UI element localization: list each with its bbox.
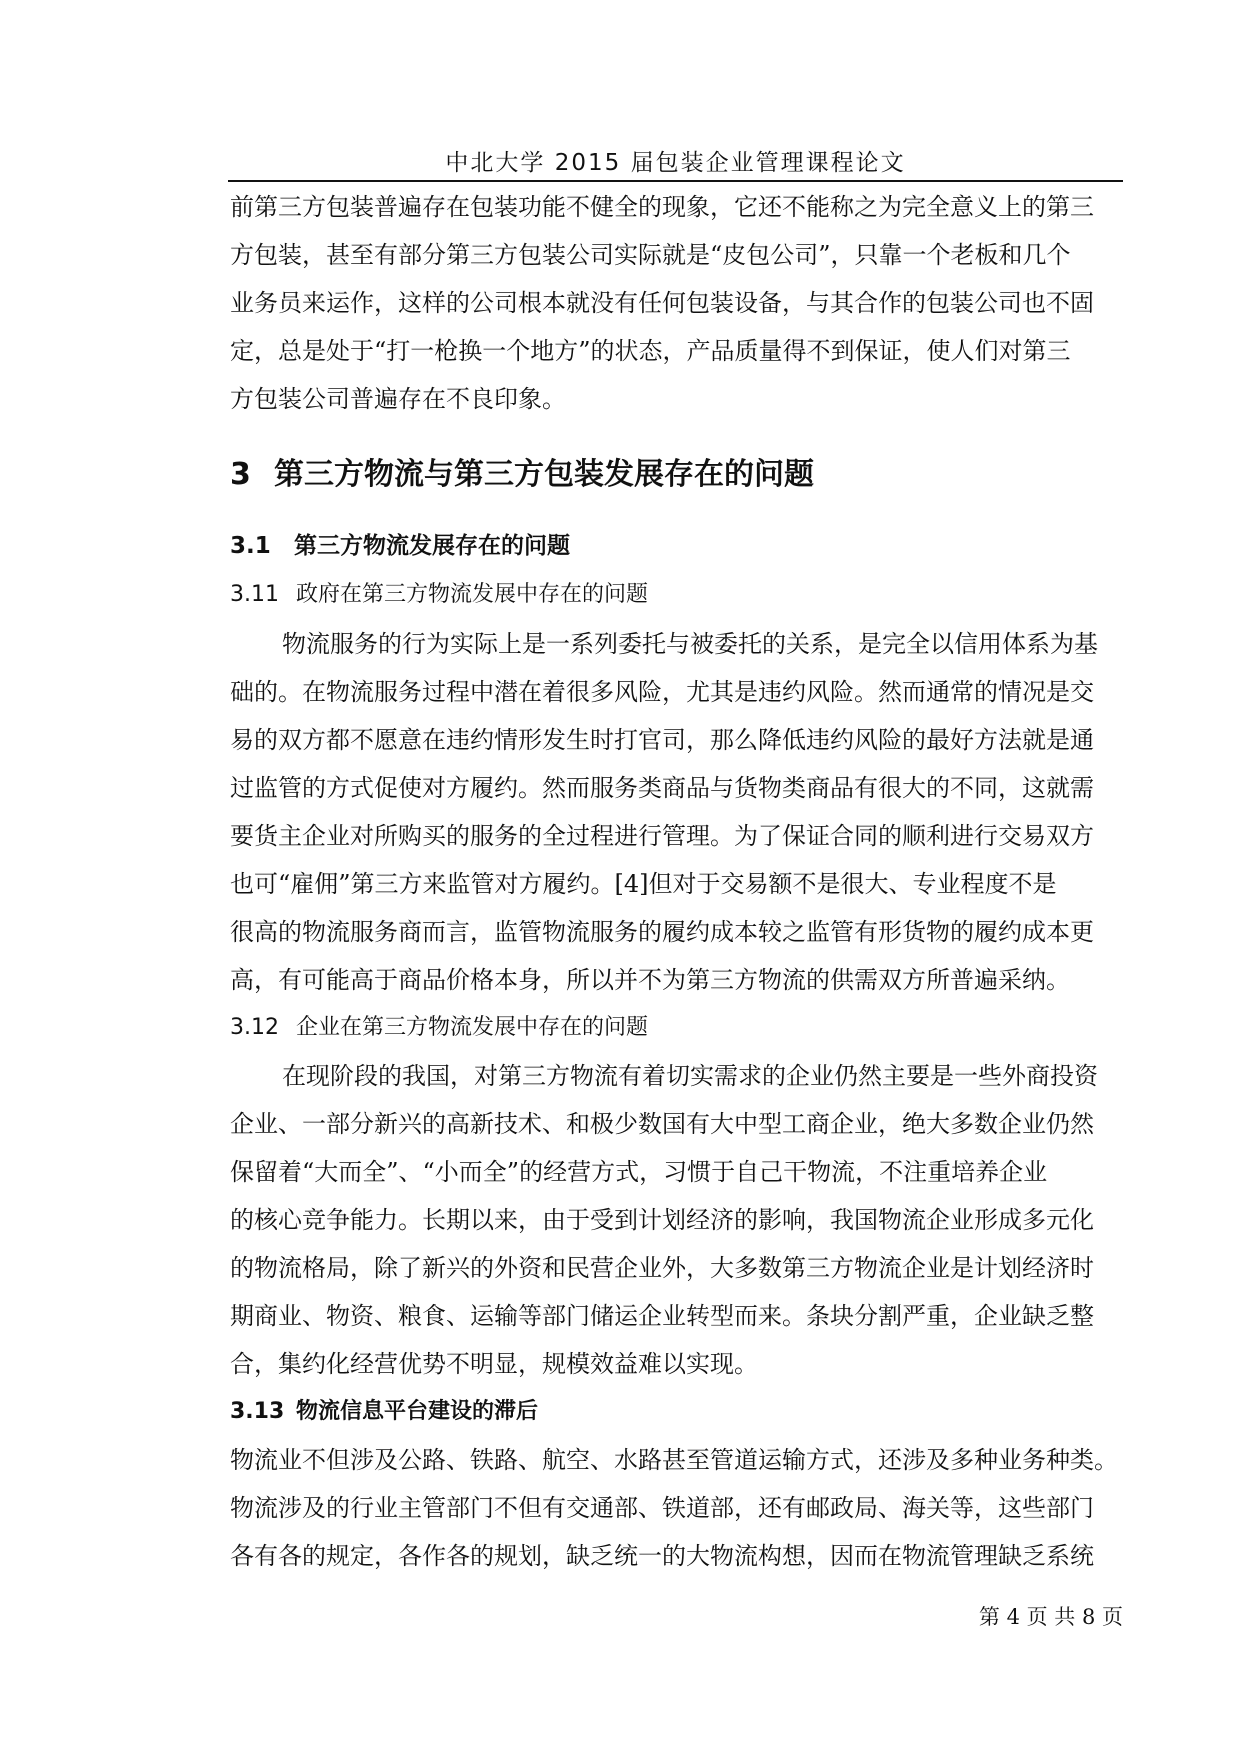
section-3-1-title: 第三方物流发展存在的问题 — [294, 533, 570, 559]
intro-line-2: 方包装，甚至有部分第三方包装公司实际就是“皮包公司”，只靠一个老板和几个 — [230, 241, 1071, 269]
section-3-number: 3 — [230, 457, 251, 492]
section-3-11-line-2: 础的。在物流服务过程中潜在着很多风险，尤其是违约风险。然而通常的情况是交 — [230, 678, 1094, 706]
section-3-13-line-3: 各有各的规定，各作各的规划，缺乏统一的大物流构想，因而在物流管理缺乏系统 — [230, 1542, 1094, 1570]
section-3-12-line-2: 企业、一部分新兴的高新技术、和极少数国有大中型工商企业，绝大多数企业仍然 — [230, 1110, 1094, 1138]
section-3-11-line-6: 也可“雇佣”第三方来监管对方履约。[4]但对于交易额不是很大、专业程度不是 — [230, 870, 1057, 898]
section-3-12-number: 3.12 — [230, 1015, 279, 1040]
section-3-11-title: 政府在第三方物流发展中存在的问题 — [296, 582, 649, 607]
section-3-13-title: 物流信息平台建设的滞后 — [296, 1399, 539, 1424]
page-number-footer: 第 4 页 共 8 页 — [978, 1605, 1123, 1629]
section-3-11-heading — [230, 579, 1123, 611]
intro-line-1: 前第三方包装普遍存在包装功能不健全的现象，它还不能称之为完全意义上的第三 — [230, 193, 1094, 221]
section-3-12-line-3: 保留着“大而全”、“小而全”的经营方式，习惯于自己干物流，不注重培养企业 — [230, 1158, 1048, 1186]
section-3-heading — [230, 455, 1123, 495]
section-3-title: 第三方物流与第三方包装发展存在的问题 — [274, 457, 814, 492]
section-3-11-line-3: 易的双方都不愿意在违约情形发生时打官司，那么降低违约风险的最好方法就是通 — [230, 726, 1094, 754]
section-3-12-title: 企业在第三方物流发展中存在的问题 — [296, 1015, 649, 1040]
section-3-11-number: 3.11 — [230, 582, 279, 607]
section-3-11-line-5: 要货主企业对所购买的服务的全过程进行管理。为了保证合同的顺利进行交易双方 — [230, 822, 1094, 850]
intro-line-3: 业务员来运作，这样的公司根本就没有任何包装设备，与其合作的包装公司也不固 — [230, 289, 1094, 317]
section-3-12-line-7: 合，集约化经营优势不明显，规模效益难以实现。 — [230, 1350, 758, 1378]
section-3-13-line-1: 物流业不但涉及公路、铁路、航空、水路甚至管道运输方式，还涉及多种业务种类。 — [230, 1446, 1118, 1474]
section-3-11-line-1: 物流服务的行为实际上是一系列委托与被委托的关系，是完全以信用体系为基 — [282, 630, 1098, 658]
header-divider — [228, 180, 1123, 182]
section-3-12-line-5: 的物流格局，除了新兴的外资和民营企业外，大多数第三方物流企业是计划经济时 — [230, 1254, 1094, 1282]
section-3-11-line-4: 过监管的方式促使对方履约。然而服务类商品与货物类商品有很大的不同，这就需 — [230, 774, 1094, 802]
running-header: 中北大学 2015 届包装企业管理课程论文 — [445, 150, 906, 176]
section-3-13-heading — [230, 1396, 1123, 1428]
intro-line-4: 定，总是处于“打一枪换一个地方”的状态，产品质量得不到保证，使人们对第三 — [230, 337, 1071, 365]
section-3-12-line-4: 的核心竞争能力。长期以来，由于受到计划经济的影响，我国物流企业形成多元化 — [230, 1206, 1094, 1234]
section-3-12-line-1: 在现阶段的我国，对第三方物流有着切实需求的企业仍然主要是一些外商投资 — [282, 1062, 1098, 1090]
section-3-11-line-7: 很高的物流服务商而言，监管物流服务的履约成本较之监管有形货物的履约成本更 — [230, 918, 1094, 946]
section-3-1-number: 3.1 — [230, 533, 271, 559]
section-3-12-line-6: 期商业、物资、粮食、运输等部门储运企业转型而来。条块分割严重，企业缺乏整 — [230, 1302, 1094, 1330]
section-3-12-heading — [230, 1012, 1123, 1044]
section-3-13-number: 3.13 — [230, 1399, 285, 1424]
section-3-1-heading — [230, 530, 1123, 562]
section-3-13-line-2: 物流涉及的行业主管部门不但有交通部、铁道部，还有邮政局、海关等，这些部门 — [230, 1494, 1094, 1522]
section-3-11-line-8: 高，有可能高于商品价格本身，所以并不为第三方物流的供需双方所普遍采纳。 — [230, 966, 1070, 994]
intro-line-5: 方包装公司普遍存在不良印象。 — [230, 385, 566, 413]
